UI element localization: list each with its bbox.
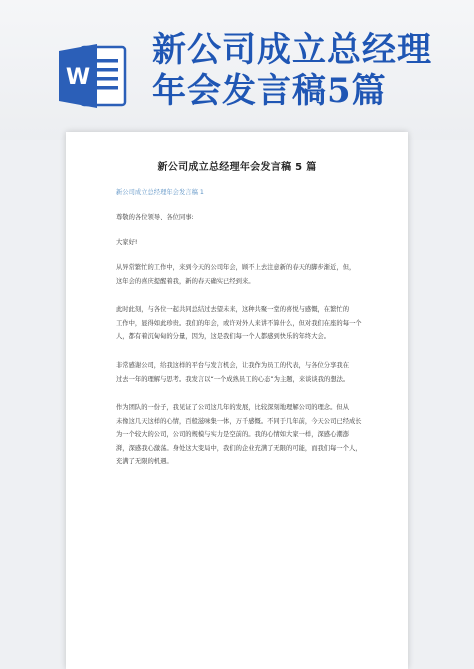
- paragraph-2: [116, 303, 366, 344]
- paragraph-line: 人，都有着沉甸甸的分量，因为，这是我们每一个人都感到快乐的年终大会。: [116, 333, 331, 340]
- paragraph-line: 充满了无限的机遇。: [116, 458, 173, 465]
- salutation: [116, 211, 366, 225]
- paragraph-line: 未像这几天这样的心情，百般滋味集一体，万千感慨。不同于几年前，今天公司已经成长: [116, 417, 362, 425]
- paragraph-line: 过去一年的理解与思考。我发言以“一个成熟员工的心态”为主题，来谈谈我的想法。: [116, 375, 350, 383]
- banner-title-line-1: 新公司成立总经理: [152, 30, 432, 70]
- greeting-line: 大家好!: [116, 239, 138, 246]
- paragraph-line: 湃，深感我心激荡。身处这大变局中，我们的企业充满了无限的可能，而我们每一个人，: [116, 444, 362, 452]
- paragraph-1: [116, 261, 366, 288]
- salutation-line: 尊敬的各位领导、各位同事:: [116, 214, 194, 221]
- banner: [0, 0, 474, 140]
- paragraph-line: 此时此刻，与各位一起共同总结过去望未来，这种共聚一堂的喜悦与感慨，在繁忙的: [116, 306, 349, 313]
- paragraph-line: 这年会的喜庆提醒着我，新的春天确实已经到来。: [116, 277, 255, 285]
- document-page: [66, 132, 408, 669]
- document-subheading: 新公司成立总经理年会发言稿 1: [116, 189, 204, 196]
- paragraph-line: 作为团队的一份子，我见证了公司这几年的发展，比较深刻地理解公司的理念。但从: [116, 404, 349, 411]
- paragraph-line: 工作中，显得如此珍贵。我们的年会，或许对外人来讲不算什么，但对我们在座的每一个: [116, 319, 362, 327]
- greeting: [116, 236, 366, 250]
- banner-title: [152, 30, 452, 112]
- banner-title-line-2: 年会发言稿5篇: [152, 71, 387, 111]
- paragraph-4: [116, 401, 366, 469]
- document-title: 新公司成立总经理年会发言稿 5 篇: [157, 162, 317, 173]
- paragraph-line: 非常感谢公司，给我这样的平台与发言机会，让我作为员工的代表，与各位分享我在: [116, 362, 349, 369]
- paragraph-3: [116, 359, 366, 386]
- paragraph-line: 为一个较大的公司，公司的规模与实力是空前的。我的心情如大家一样，深感心潮澎: [116, 431, 349, 438]
- paragraph-line: 从异常繁忙的工作中，来到今天的公司年会，顾不上去注意新的春天的脚步渐近，但，: [116, 264, 356, 271]
- word-document-icon: [57, 41, 129, 111]
- svg-text:W: W: [65, 65, 91, 90]
